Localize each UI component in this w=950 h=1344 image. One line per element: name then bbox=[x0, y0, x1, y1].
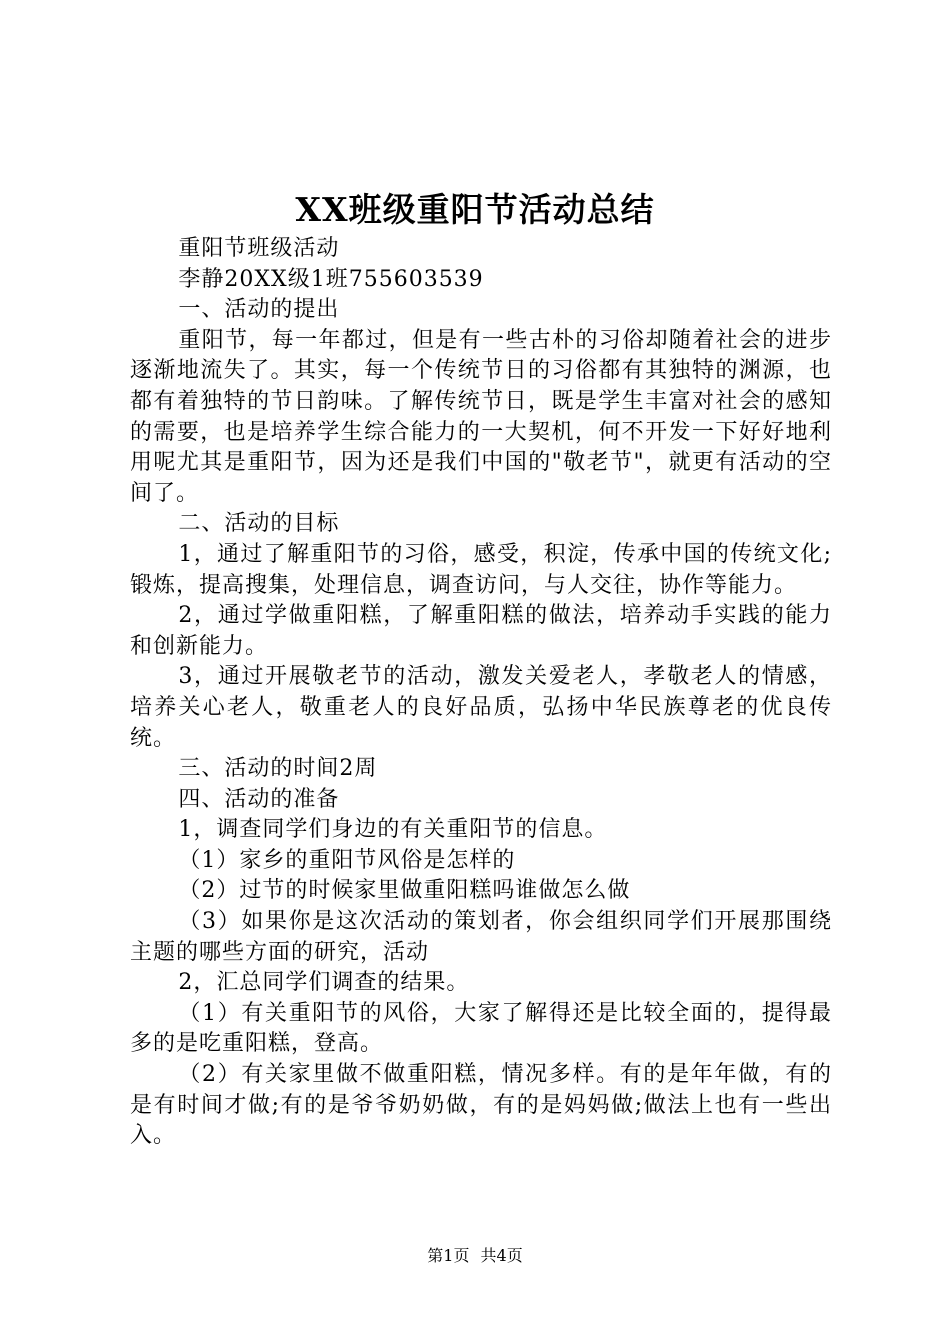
paragraph: 2，汇总同学们调查的结果。 bbox=[178, 970, 470, 996]
paragraph: （1）家乡的重阳节风俗是怎样的 bbox=[178, 847, 516, 873]
paragraph: 李静20XX级1班755603539 bbox=[178, 266, 484, 292]
paragraph: 2，通过学做重阳糕，了解重阳糕的做法，培养动手实践的能力和创新能力。 bbox=[130, 603, 832, 659]
paragraph: （1）有关重阳节的风俗，大家了解得还是比较全面的，提得最多的是吃重阳糕，登高。 bbox=[130, 1000, 832, 1057]
page-footer bbox=[0, 1245, 950, 1267]
section-heading: 三、活动的时间2周 bbox=[178, 756, 378, 782]
section-heading: 一、活动的提出 bbox=[178, 297, 340, 323]
paragraph: （3）如果你是这次活动的策划者，你会组织同学们开展那围绕主题的哪些方面的研究，活动 bbox=[130, 909, 832, 965]
paragraph: （2）过节的时候家里做重阳糕吗谁做怎么做 bbox=[178, 878, 631, 904]
document-body bbox=[130, 234, 832, 1152]
paragraph: （2）有关家里做不做重阳糕，情况多样。有的是年年做，有的是有时间才做;有的是爷爷奶奶做，有的是妈妈做;做法上也有一些出入。 bbox=[130, 1062, 832, 1149]
document-title: XX班级重阳节活动总结 bbox=[295, 190, 655, 229]
section-heading: 二、活动的目标 bbox=[178, 511, 340, 537]
paragraph: 1，通过了解重阳节的习俗，感受，积淀，传承中国的传统文化;锻炼，提高搜集，处理信息，调查访问，与人交往，协作等能力。 bbox=[130, 541, 832, 598]
paragraph: 重阳节班级活动 bbox=[178, 236, 340, 261]
paragraph: 1，调查同学们身边的有关重阳节的信息。 bbox=[178, 817, 608, 843]
paragraph: 重阳节，每一年都过，但是有一些古朴的习俗却随着社会的进步逐渐地流失了。其实，每一个传统节日的习俗都有其独特的渊源，也都有着独特的节日韵味。了解传统节日，既是学生丰富对社会的感知的需要，也是培养学生综合能力的一大契机，何不开发一下好好地利用呢尤其是重阳节，因为还是我们中国的"敬老节"，就更有活动的空间了。 bbox=[130, 327, 832, 506]
page-total: 共4页 bbox=[480, 1246, 523, 1265]
page-number: 第1页 bbox=[427, 1246, 470, 1265]
section-heading: 四、活动的准备 bbox=[178, 786, 340, 812]
paragraph: 3，通过开展敬老节的活动，激发关爱老人，孝敬老人的情感，培养关心老人，敬重老人的良好品质，弘扬中华民族尊老的优良传统。 bbox=[130, 664, 832, 751]
